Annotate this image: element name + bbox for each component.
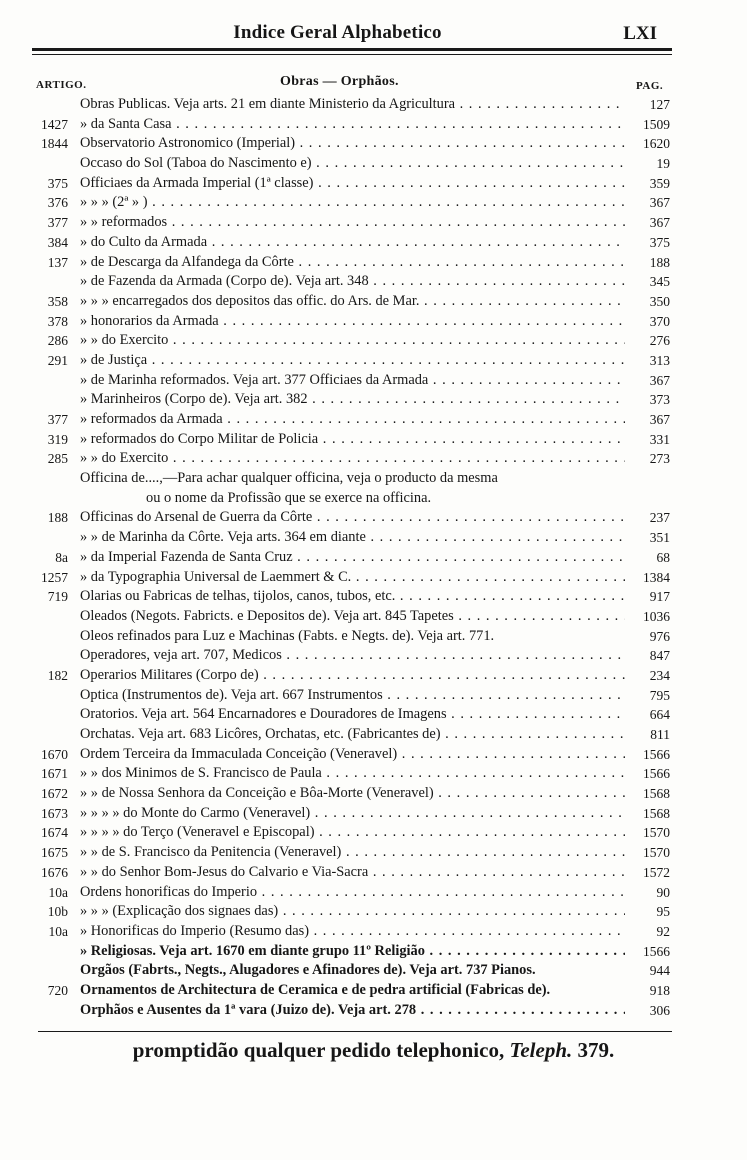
- leader-dots: [318, 431, 625, 447]
- entry-page-number: 373: [649, 392, 670, 408]
- entry-page-number: 367: [649, 412, 670, 427]
- entry-label: » da Santa Casa: [80, 115, 172, 132]
- entry-text: [80, 587, 625, 607]
- index-entry: [0, 883, 747, 903]
- entry-text: [80, 430, 625, 450]
- entry-article-number: 10a: [48, 923, 68, 939]
- entry-label: » » reformados: [80, 214, 168, 231]
- index-entry: [0, 981, 747, 1001]
- entry-page-number: 944: [649, 963, 670, 979]
- pag-column-header: PAG.: [636, 80, 664, 92]
- entry-page-number: 1620: [643, 136, 670, 152]
- entry-page-number: 127: [649, 97, 670, 112]
- leader-dots: [322, 765, 625, 781]
- index-entry: [0, 843, 747, 863]
- index-entry: [0, 292, 747, 312]
- entry-text: [80, 705, 625, 725]
- entry-label: Operarios Militares (Corpo de): [80, 666, 259, 683]
- entry-text: [80, 410, 625, 430]
- index-entry: [0, 666, 747, 686]
- header-rule: [32, 48, 672, 55]
- entry-page-number: 370: [649, 313, 670, 329]
- entry-page-number: 92: [656, 923, 670, 939]
- index-entry: [0, 1001, 747, 1021]
- entry-article-number: 286: [47, 333, 68, 349]
- index-entry: [0, 213, 747, 233]
- entry-article-number: 719: [47, 589, 68, 605]
- leader-dots: [219, 313, 625, 329]
- leader-dots: [341, 844, 625, 860]
- entry-label: Obras Publicas. Veja arts. 21 em diante Ministerio da Agricultura: [80, 96, 456, 112]
- entry-text: [146, 489, 626, 509]
- entry-article-number: 384: [47, 234, 68, 250]
- entry-label: Officina de....,—Para achar qualquer officina, veja o producto da mesma: [80, 470, 498, 487]
- leader-dots: [259, 667, 625, 683]
- entry-page-number: 1572: [643, 864, 670, 880]
- leader-dots: [278, 903, 625, 919]
- entry-page-number: 917: [649, 589, 670, 605]
- index-entry: [0, 646, 747, 666]
- entry-label: Oratorios. Veja art. 564 Encarnadores e Douradores de Imagens: [80, 706, 447, 723]
- entry-page-number: 351: [649, 530, 670, 546]
- entry-page-number: 367: [649, 195, 670, 211]
- leader-dots: [368, 864, 625, 880]
- entry-text: [80, 390, 625, 410]
- leader-dots: [395, 588, 625, 604]
- entry-text: [80, 469, 625, 489]
- entry-article-number: 291: [47, 352, 68, 368]
- index-entry: [0, 568, 747, 588]
- index-entry: [0, 902, 747, 922]
- index-entry: [0, 942, 747, 962]
- entry-page-number: 1568: [643, 786, 670, 802]
- index-entry: [0, 193, 747, 213]
- entry-text: [80, 528, 625, 548]
- leader-dots: [148, 194, 625, 210]
- entry-article-number: 1676: [41, 864, 68, 880]
- index-entry: [0, 627, 747, 647]
- entry-text: [80, 764, 625, 784]
- entry-text: [80, 804, 625, 824]
- entry-article-number: 1673: [41, 805, 68, 821]
- entry-label: » reformados da Armada: [80, 411, 223, 427]
- entry-label: » » » (Explicação dos signaes das): [80, 903, 279, 920]
- entry-text: [80, 449, 625, 469]
- entry-label: Ornamentos de Architectura de Ceramica e de pedra artificial (Fabricas de).: [80, 981, 551, 998]
- entry-article-number: 377: [47, 215, 68, 231]
- entry-page-number: 95: [656, 904, 670, 920]
- leader-dots: [147, 352, 625, 368]
- leader-dots: [223, 411, 625, 427]
- entry-label: » » do Senhor Bom-Jesus do Calvario e Via-Sacra: [80, 863, 369, 880]
- entry-label: ou o nome da Profissão que se exerce na officina.: [146, 489, 432, 506]
- index-entry: [0, 961, 747, 981]
- leader-dots: [428, 372, 625, 388]
- leader-dots: [313, 175, 625, 191]
- entry-page-number: 976: [649, 628, 670, 644]
- entry-label: Olarias ou Fabricas de telhas, tijolos, canos, tubos, etc.: [80, 588, 396, 605]
- entry-article-number: 377: [47, 412, 68, 427]
- entry-text: [80, 942, 625, 962]
- entry-text: [80, 115, 625, 135]
- leader-dots: [257, 884, 625, 900]
- artigo-column-header: ARTIGO.: [36, 79, 87, 91]
- entry-article-number: 285: [47, 451, 68, 467]
- entry-text: [80, 823, 625, 843]
- entry-article-number: 375: [47, 175, 68, 191]
- entry-label: » » » encarregados dos depositos das offic. do Ars. de Mar.: [80, 292, 420, 309]
- index-entry: [0, 863, 747, 883]
- leader-dots: [447, 706, 625, 722]
- index-entry: [0, 312, 747, 332]
- entry-label: » de Fazenda da Armada (Corpo de). Veja art. 348: [80, 273, 369, 290]
- entry-text: [80, 253, 625, 273]
- leader-dots: [416, 1002, 625, 1018]
- index-entry: [0, 922, 747, 942]
- entry-text: [80, 784, 625, 804]
- index-entry: [0, 174, 747, 194]
- entry-label: » » » » do Terço (Veneravel e Episcopal): [80, 824, 315, 841]
- entry-text: [80, 272, 625, 292]
- footer-advertisement: [0, 1038, 747, 1063]
- entry-label: Ordens honorificas do Imperio: [80, 883, 258, 900]
- entry-text: [80, 646, 625, 666]
- entry-label: » de Justiça: [80, 351, 148, 368]
- index-entry: [0, 351, 747, 371]
- entry-article-number: 1427: [41, 116, 68, 132]
- entry-text: [80, 607, 625, 627]
- entry-page-number: 276: [649, 333, 670, 349]
- entry-page-number: 1509: [643, 116, 670, 132]
- entry-article-number: 1844: [41, 136, 68, 152]
- leader-dots: [419, 293, 625, 309]
- entry-text: [80, 725, 625, 745]
- entry-label: Orphãos e Ausentes da 1ª vara (Juizo de). Veja art. 278: [80, 1001, 417, 1018]
- entry-article-number: 10a: [48, 884, 68, 900]
- entry-label: » » de Marinha da Côrte. Veja arts. 364 em diante: [80, 529, 366, 546]
- entry-page-number: 188: [649, 254, 670, 270]
- entry-label: Ordem Terceira da Immaculada Conceição (Veneravel): [80, 745, 398, 762]
- entry-page-number: 306: [649, 1002, 670, 1018]
- leader-dots: [383, 687, 625, 703]
- entry-label: Oleos refinados para Luz e Machinas (Fabts. e Negts. de). Veja art. 771.: [80, 627, 495, 644]
- leader-dots: [167, 214, 625, 230]
- entry-text: [80, 627, 625, 647]
- entry-page-number: 90: [656, 884, 670, 900]
- entry-article-number: 1675: [41, 845, 68, 861]
- entry-text: [80, 193, 625, 213]
- entry-article-number: 137: [47, 254, 68, 270]
- entry-text: [80, 568, 625, 588]
- entry-text: [80, 292, 625, 312]
- entry-label: Observatorio Astronomico (Imperial): [80, 135, 296, 152]
- entry-article-number: 10b: [47, 904, 68, 920]
- leader-dots: [397, 746, 625, 762]
- leader-dots: [207, 234, 625, 250]
- entry-label: » honorarios da Armada: [80, 312, 219, 329]
- entry-label: » do Culto da Armada: [80, 233, 208, 250]
- entry-label: Operadores, veja art. 707, Medicos: [80, 647, 282, 664]
- entry-label: » Religiosas. Veja art. 1670 em diante grupo 11º Religião: [80, 942, 425, 959]
- entry-label: » » » (2ª » ): [80, 194, 148, 211]
- entry-page-number: 847: [649, 648, 670, 664]
- entry-page-number: 359: [649, 175, 670, 191]
- index-entry: [0, 745, 747, 765]
- entry-text: [80, 174, 625, 194]
- index-entry: [0, 134, 747, 154]
- leader-dots: [434, 785, 625, 801]
- entry-article-number: 1674: [41, 825, 68, 841]
- entry-article-number: 1670: [41, 746, 68, 762]
- entry-label: Occaso do Sol (Taboa do Nascimento e): [80, 155, 312, 172]
- entry-text: [80, 233, 625, 253]
- entry-label: » » de S. Francisco da Penitencia (Veneravel): [80, 844, 342, 861]
- index-entry: [0, 469, 747, 489]
- index-entry: [0, 725, 747, 745]
- index-entry: [0, 804, 747, 824]
- index-entry: [0, 764, 747, 784]
- entry-article-number: 182: [47, 667, 68, 683]
- entry-text: [80, 548, 625, 568]
- leader-dots: [310, 805, 625, 821]
- leader-dots: [293, 549, 625, 565]
- index-entry: [0, 489, 747, 509]
- leader-dots: [366, 529, 625, 545]
- entry-text: [80, 371, 625, 391]
- leader-dots: [172, 116, 625, 132]
- footer-rule: [38, 1031, 672, 1032]
- entry-article-number: 1671: [41, 766, 68, 782]
- footer-text: promptidão qualquer pedido telephonico,: [132, 1038, 510, 1062]
- leader-dots: [309, 923, 625, 939]
- index-entry: [0, 686, 747, 706]
- entry-page-number: 367: [649, 215, 670, 231]
- entry-label: » reformados do Corpo Militar de Policia: [80, 430, 319, 447]
- entry-label: » de Marinha reformados. Veja art. 377 Officiaes da Armada: [80, 371, 429, 388]
- leader-dots: [295, 135, 625, 151]
- leader-dots: [308, 391, 625, 407]
- index-entry: [0, 823, 747, 843]
- entry-article-number: 1257: [41, 569, 68, 585]
- entry-page-number: 19: [656, 156, 670, 172]
- leader-dots: [168, 450, 625, 466]
- entry-page-number: 367: [649, 372, 670, 388]
- entry-label: » » do Exercito: [80, 332, 169, 349]
- entry-label: Optica (Instrumentos de). Veja art. 667 Instrumentos: [80, 686, 383, 703]
- index-entry: [0, 449, 747, 469]
- entry-page-number: 345: [649, 274, 670, 290]
- entry-page-number: 273: [649, 451, 670, 467]
- entry-article-number: 1672: [41, 786, 68, 802]
- entry-text: [80, 981, 625, 1001]
- page-number: LXI: [623, 23, 657, 44]
- page-title: Indice Geral Alphabetico: [233, 22, 442, 43]
- entry-text: [80, 95, 625, 115]
- leader-dots: [168, 332, 625, 348]
- entry-page-number: 795: [649, 687, 670, 703]
- entry-text: [80, 312, 625, 332]
- entry-page-number: 234: [649, 667, 670, 683]
- entry-page-number: 1570: [643, 825, 670, 841]
- entry-page-number: 918: [649, 982, 670, 998]
- entry-text: [80, 902, 625, 922]
- leader-dots: [441, 726, 625, 742]
- entry-text: [80, 745, 625, 765]
- leader-dots: [454, 608, 625, 624]
- entry-article-number: 188: [47, 510, 68, 526]
- entry-label: » da Typographia Universal de Laemmert & C.: [80, 568, 352, 585]
- entry-label: » Honorificas do Imperio (Resumo das): [80, 922, 309, 939]
- index-entries: [0, 95, 747, 1020]
- entry-label: Orgãos (Fabrts., Negts., Alugadores e Afinadores de). Veja art. 737 Pianos.: [80, 962, 536, 979]
- entry-text: [80, 843, 625, 863]
- leader-dots: [425, 943, 625, 959]
- entry-page-number: 375: [649, 234, 670, 250]
- entry-text: [80, 134, 625, 154]
- entry-article-number: 378: [47, 313, 68, 329]
- leader-dots: [369, 273, 625, 289]
- leader-dots: [294, 254, 625, 270]
- section-heading: Obras — Orphãos.: [280, 74, 399, 89]
- entry-label: » de Descarga da Alfandega da Côrte: [80, 253, 294, 270]
- leader-dots: [315, 824, 626, 840]
- index-entry: [0, 430, 747, 450]
- entry-text: [80, 331, 625, 351]
- index-entry: [0, 528, 747, 548]
- index-entry: [0, 371, 747, 391]
- index-entry: [0, 548, 747, 568]
- entry-text: [80, 961, 625, 981]
- entry-label: » da Imperial Fazenda de Santa Cruz: [80, 548, 293, 565]
- index-entry: [0, 331, 747, 351]
- entry-label: » » de Nossa Senhora da Conceição e Bôa-Morte (Veneravel): [80, 785, 434, 802]
- entry-text: [80, 213, 625, 233]
- entry-article-number: 8a: [55, 549, 68, 565]
- footer-number: 379.: [572, 1038, 615, 1062]
- entry-label: Oleados (Negots. Fabricts. e Depositos de). Veja art. 845 Tapetes: [80, 607, 454, 624]
- entry-text: [80, 686, 625, 706]
- index-entry: [0, 587, 747, 607]
- entry-label: » » do Exercito: [80, 450, 169, 467]
- index-entry: [0, 607, 747, 627]
- entry-article-number: 720: [47, 982, 68, 998]
- entry-page-number: 664: [649, 707, 670, 723]
- entry-text: [80, 154, 625, 174]
- index-entry: [0, 272, 747, 292]
- entry-page-number: 68: [656, 549, 670, 565]
- entry-label: » » » » do Monte do Carmo (Veneravel): [80, 804, 311, 821]
- entry-page-number: 1566: [643, 746, 670, 762]
- index-entry: [0, 705, 747, 725]
- entry-article-number: 376: [47, 195, 68, 211]
- index-entry: [0, 253, 747, 273]
- column-headers: [0, 73, 747, 93]
- entry-page-number: 1570: [643, 845, 670, 861]
- entry-label: Orchatas. Veja art. 683 Licôres, Orchatas, etc. (Fabricantes de): [80, 726, 441, 742]
- entry-label: Officiaes da Armada Imperial (1ª classe): [80, 174, 314, 191]
- entry-page-number: 350: [649, 293, 670, 309]
- entry-page-number: 1566: [643, 943, 670, 959]
- footer-teleph: Teleph.: [509, 1038, 573, 1062]
- entry-text: [80, 666, 625, 686]
- index-entry: [0, 390, 747, 410]
- entry-label: » » dos Minimos de S. Francisco de Paula: [80, 765, 322, 782]
- entry-text: [80, 1001, 625, 1021]
- entry-label: » Marinheiros (Corpo de). Veja art. 382: [80, 391, 308, 408]
- entry-page-number: 313: [649, 352, 670, 368]
- index-entry: [0, 115, 747, 135]
- index-entry: [0, 410, 747, 430]
- entry-text: [80, 883, 625, 903]
- entry-page-number: 237: [649, 510, 670, 526]
- entry-page-number: 331: [649, 431, 670, 447]
- entry-label: Officinas do Arsenal de Guerra da Côrte: [80, 509, 313, 526]
- index-entry: [0, 95, 747, 115]
- entry-article-number: 319: [47, 431, 68, 447]
- entry-text: [80, 351, 625, 371]
- index-entry: [0, 508, 747, 528]
- leader-dots: [455, 96, 625, 112]
- index-entry: [0, 233, 747, 253]
- entry-article-number: 358: [47, 293, 68, 309]
- entry-text: [80, 922, 625, 942]
- entry-page-number: 1568: [643, 805, 670, 821]
- entry-text: [80, 508, 625, 528]
- entry-text: [80, 863, 625, 883]
- leader-dots: [351, 569, 625, 585]
- entry-page-number: 1036: [643, 608, 670, 624]
- leader-dots: [312, 509, 625, 525]
- index-entry: [0, 784, 747, 804]
- entry-page-number: 811: [650, 727, 670, 742]
- leader-dots: [312, 155, 625, 171]
- entry-page-number: 1384: [643, 569, 670, 585]
- entry-page-number: 1566: [643, 766, 670, 782]
- index-entry: [0, 154, 747, 174]
- leader-dots: [282, 647, 625, 663]
